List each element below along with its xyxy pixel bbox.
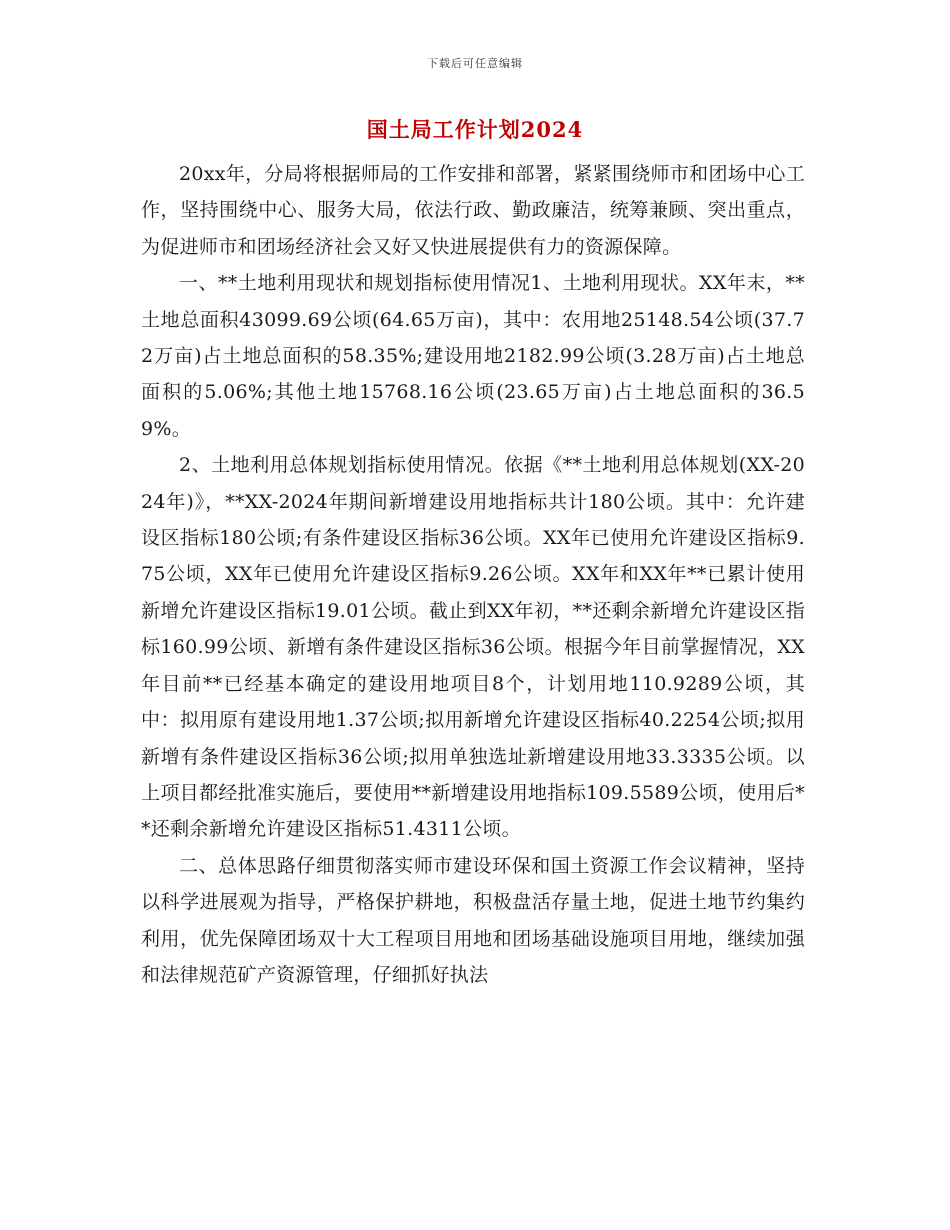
paragraph-planning-indicators: 2、土地利用总体规划指标使用情况。依据《**土地利用总体规划(XX-2024年)》，**XX-2024年期间新增建设用地指标共计180公顷。其中：允许建设区指标180公顷;有条件建设区指标36公顷。XX年已使用允许建设区指标9.75公顷，XX年已使用允许建设区指标9.26公顷。XX年和XX年**已累计使用新增允许建设区指标19.01公顷。截止到XX年初，**还剩余新增允许建设区指标160.99公顷、新增有条件建设区指标36公顷。根据今年目前掌握情况，XX年目前**已经基本确定的建设用地项目8个，计划用地110.9289公顷，其中：拟用原有建设用地1.37公顷;拟用新增允许建设区指标40.2254公顷;拟用新增有条件建设区指标36公顷;拟用单独选址新增建设用地33.3335公顷。以上项目都经批准实施后，要使用**新增建设用地指标109.5589公顷，使用后**还剩余新增允许建设区指标51.4311公顷。	[141, 454, 805, 841]
document-body	[141, 156, 805, 993]
header-note: 下载后可任意编辑	[427, 57, 523, 70]
paragraph-overall-approach: 二、总体思路仔细贯彻落实师市建设环保和国土资源工作会议精神，坚持以科学进展观为指导，严格保护耕地，积极盘活存量土地，促进土地节约集约利用，优先保障团场双十大工程项目用地和团场基础设施项目用地，继续加强和法律规范矿产资源管理，仔细抓好执法	[141, 854, 805, 986]
paragraph-land-status: 一、**土地利用现状和规划指标使用情况1、土地利用现状。XX年末，**土地总面积43099.69公顷(64.65万亩)，其中：农用地25148.54公顷(37.72万亩)占土地总面积的58.35%;建设用地2182.99公顷(3.28万亩)占土地总面积的5.06%;其他土地15768.16公顷(23.65万亩)占土地总面积的36.59%。	[141, 272, 805, 440]
document-title: 国土局工作计划2024	[366, 117, 584, 142]
paragraph-intro: 20xx年，分局将根据师局的工作安排和部署，紧紧围绕师市和团场中心工作，坚持围绕中心、服务大局，依法行政、勤政廉洁，统筹兼顾、突出重点，为促进师市和团场经济社会又好又快进展提供有力的资源保障。	[141, 163, 805, 258]
